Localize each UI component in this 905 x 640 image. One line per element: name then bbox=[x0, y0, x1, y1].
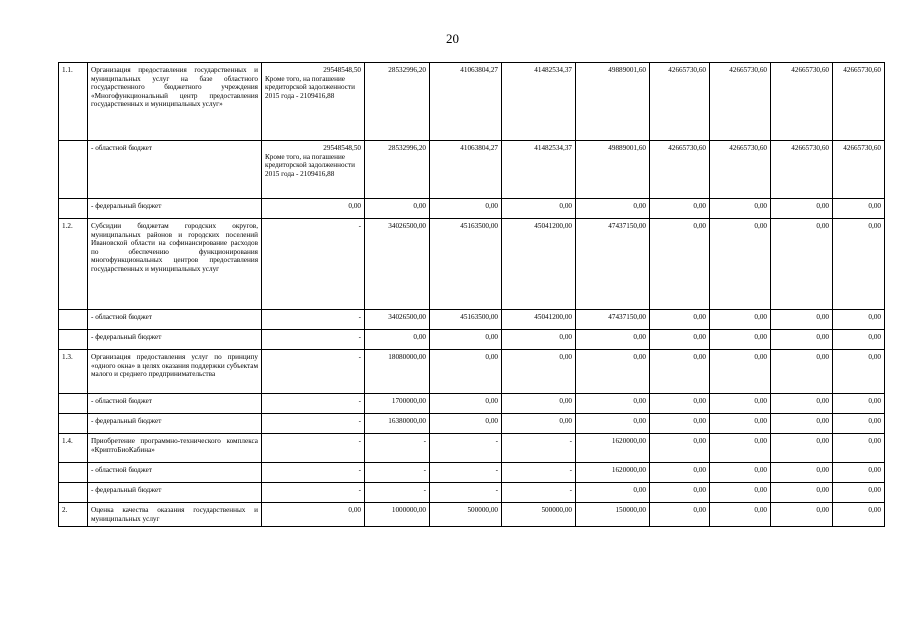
cell-value: 0,00 bbox=[833, 330, 885, 350]
row-index: 1.2. bbox=[59, 219, 88, 310]
table-row bbox=[59, 350, 885, 394]
cell-value: 45041200,00 bbox=[502, 310, 576, 330]
amount-value: - bbox=[358, 466, 361, 474]
row-index bbox=[59, 141, 88, 199]
cell-value: 47437150,00 bbox=[576, 219, 650, 310]
cell-value: 0,00 bbox=[430, 414, 502, 434]
cell-value: 0,00 bbox=[771, 219, 833, 310]
amount-value: - bbox=[358, 417, 361, 425]
cell-value: 0,00 bbox=[833, 199, 885, 219]
cell-value: 0,00 bbox=[833, 434, 885, 463]
table-row bbox=[59, 310, 885, 330]
cell-amount-with-note bbox=[262, 310, 365, 330]
row-index bbox=[59, 483, 88, 503]
cell-value: 0,00 bbox=[710, 394, 771, 414]
cell-value: 0,00 bbox=[430, 350, 502, 394]
amount-value: - bbox=[358, 437, 361, 445]
cell-value: 0,00 bbox=[576, 350, 650, 394]
cell-value: 0,00 bbox=[650, 310, 710, 330]
cell-value: 0,00 bbox=[771, 483, 833, 503]
cell-value: 0,00 bbox=[650, 483, 710, 503]
cell-amount-with-note bbox=[262, 199, 365, 219]
cell-value: 42665730,60 bbox=[710, 63, 771, 141]
cell-amount-with-note bbox=[262, 434, 365, 463]
cell-value: 0,00 bbox=[430, 330, 502, 350]
cell-value: 0,00 bbox=[576, 330, 650, 350]
cell-value: 1000000,00 bbox=[365, 503, 430, 527]
cell-value: 0,00 bbox=[771, 434, 833, 463]
cell-value: 0,00 bbox=[771, 330, 833, 350]
row-index: 1.3. bbox=[59, 350, 88, 394]
amount-value: - bbox=[358, 353, 361, 361]
cell-value: - bbox=[502, 434, 576, 463]
cell-value: 42665730,60 bbox=[833, 63, 885, 141]
row-index bbox=[59, 414, 88, 434]
row-name: - областной бюджет bbox=[88, 141, 262, 199]
cell-value: 42665730,60 bbox=[710, 141, 771, 199]
row-name: - областной бюджет bbox=[88, 310, 262, 330]
row-index bbox=[59, 463, 88, 483]
cell-value: 0,00 bbox=[430, 394, 502, 414]
page-number: 20 bbox=[446, 31, 459, 46]
cell-amount-with-note bbox=[262, 483, 365, 503]
row-name: Оценка качества оказания государственных и муниципальных услуг bbox=[88, 503, 262, 527]
amount-value: - bbox=[358, 486, 361, 494]
cell-value: 0,00 bbox=[710, 310, 771, 330]
row-index bbox=[59, 310, 88, 330]
amount-note: Кроме того, на погашение кредиторской задолженности 2015 года - 2109416,88 bbox=[265, 74, 355, 100]
cell-value: 42665730,60 bbox=[771, 63, 833, 141]
cell-value: 49889001,60 bbox=[576, 63, 650, 141]
table-row bbox=[59, 503, 885, 527]
row-index: 2. bbox=[59, 503, 88, 527]
cell-value: 0,00 bbox=[650, 199, 710, 219]
table-row bbox=[59, 434, 885, 463]
cell-amount-with-note bbox=[262, 63, 365, 141]
cell-value: 0,00 bbox=[650, 503, 710, 527]
cell-value: 0,00 bbox=[710, 503, 771, 527]
cell-value: 1700000,00 bbox=[365, 394, 430, 414]
cell-value: 0,00 bbox=[710, 483, 771, 503]
cell-value: 0,00 bbox=[502, 330, 576, 350]
cell-value: - bbox=[502, 463, 576, 483]
row-name: - федеральный бюджет bbox=[88, 330, 262, 350]
cell-value: 42665730,60 bbox=[833, 141, 885, 199]
cell-value: 0,00 bbox=[833, 350, 885, 394]
cell-value: 41063804,27 bbox=[430, 141, 502, 199]
amount-value: 29548548,50 bbox=[323, 144, 361, 152]
row-name: - федеральный бюджет bbox=[88, 414, 262, 434]
cell-value: - bbox=[430, 434, 502, 463]
amount-value: 0,00 bbox=[348, 202, 361, 210]
cell-value: 0,00 bbox=[430, 199, 502, 219]
cell-value: 18080000,00 bbox=[365, 350, 430, 394]
cell-value: 42665730,60 bbox=[650, 63, 710, 141]
cell-value: 41482534,37 bbox=[502, 141, 576, 199]
cell-amount-with-note bbox=[262, 350, 365, 394]
cell-value: - bbox=[502, 483, 576, 503]
cell-value: 0,00 bbox=[833, 483, 885, 503]
cell-value: 0,00 bbox=[771, 199, 833, 219]
cell-value: 500000,00 bbox=[502, 503, 576, 527]
table-row bbox=[59, 141, 885, 199]
cell-value: 0,00 bbox=[833, 463, 885, 483]
cell-value: - bbox=[430, 463, 502, 483]
cell-value: 42665730,60 bbox=[771, 141, 833, 199]
cell-value: 45163500,00 bbox=[430, 219, 502, 310]
cell-value: 1620000,00 bbox=[576, 463, 650, 483]
amount-value: - bbox=[358, 333, 361, 341]
cell-amount-with-note bbox=[262, 503, 365, 527]
table-row bbox=[59, 63, 885, 141]
row-index: 1.1. bbox=[59, 63, 88, 141]
cell-value: 41063804,27 bbox=[430, 63, 502, 141]
cell-amount-with-note bbox=[262, 414, 365, 434]
cell-value: - bbox=[365, 463, 430, 483]
table-row bbox=[59, 199, 885, 219]
amount-value: 0,00 bbox=[348, 506, 361, 514]
cell-value: 0,00 bbox=[833, 394, 885, 414]
row-name: - областной бюджет bbox=[88, 394, 262, 414]
cell-value: 0,00 bbox=[710, 219, 771, 310]
cell-value: 45041200,00 bbox=[502, 219, 576, 310]
amount-value: - bbox=[358, 397, 361, 405]
cell-value: 0,00 bbox=[502, 394, 576, 414]
cell-value: 0,00 bbox=[650, 414, 710, 434]
cell-value: 0,00 bbox=[833, 414, 885, 434]
table-row bbox=[59, 330, 885, 350]
cell-value: 1620000,00 bbox=[576, 434, 650, 463]
cell-value: 49889001,60 bbox=[576, 141, 650, 199]
cell-value: 0,00 bbox=[771, 503, 833, 527]
cell-value: 0,00 bbox=[576, 199, 650, 219]
row-index bbox=[59, 394, 88, 414]
cell-value: 0,00 bbox=[650, 394, 710, 414]
cell-value: 0,00 bbox=[576, 414, 650, 434]
table-row bbox=[59, 414, 885, 434]
cell-value: 0,00 bbox=[710, 463, 771, 483]
cell-amount-with-note bbox=[262, 141, 365, 199]
cell-value: - bbox=[365, 483, 430, 503]
row-name: Приобретение программно-технического комплекса «КриптоБиоКабина» bbox=[88, 434, 262, 463]
cell-value: 0,00 bbox=[710, 350, 771, 394]
cell-value: 0,00 bbox=[650, 463, 710, 483]
cell-value: 16380000,00 bbox=[365, 414, 430, 434]
cell-value: 28532996,20 bbox=[365, 63, 430, 141]
cell-value: 0,00 bbox=[771, 414, 833, 434]
cell-value: 45163500,00 bbox=[430, 310, 502, 330]
cell-value: 0,00 bbox=[771, 350, 833, 394]
cell-value: - bbox=[365, 434, 430, 463]
cell-value: 0,00 bbox=[833, 219, 885, 310]
amount-value: - bbox=[358, 222, 361, 230]
table-body bbox=[59, 63, 885, 527]
cell-value: 34026500,00 bbox=[365, 310, 430, 330]
cell-value: 0,00 bbox=[650, 350, 710, 394]
row-index bbox=[59, 330, 88, 350]
cell-value: 0,00 bbox=[710, 199, 771, 219]
cell-amount-with-note bbox=[262, 394, 365, 414]
cell-value: 0,00 bbox=[710, 434, 771, 463]
cell-value: 0,00 bbox=[771, 463, 833, 483]
row-name: - областной бюджет bbox=[88, 463, 262, 483]
row-name: Организация предоставления государственных и муниципальных услуг на базе областного государственного бюджетного учреждения «Многофункциональный центр предоставления государственных и муниципальных услуг» bbox=[88, 63, 262, 141]
cell-value: 0,00 bbox=[710, 414, 771, 434]
cell-amount-with-note bbox=[262, 463, 365, 483]
cell-value: 42665730,60 bbox=[650, 141, 710, 199]
cell-value: - bbox=[430, 483, 502, 503]
row-name: Организация предоставления услуг по принципу «одного окна» в целях оказания поддержки субъектам малого и среднего предпринимательства bbox=[88, 350, 262, 394]
cell-value: 0,00 bbox=[576, 394, 650, 414]
cell-value: 0,00 bbox=[502, 414, 576, 434]
row-name: - федеральный бюджет bbox=[88, 483, 262, 503]
cell-value: 0,00 bbox=[833, 310, 885, 330]
table-row bbox=[59, 483, 885, 503]
cell-value: 0,00 bbox=[710, 330, 771, 350]
table-row bbox=[59, 463, 885, 483]
cell-value: 47437150,00 bbox=[576, 310, 650, 330]
cell-value: 0,00 bbox=[502, 199, 576, 219]
budget-table bbox=[58, 62, 885, 527]
cell-amount-with-note bbox=[262, 330, 365, 350]
table-row bbox=[59, 394, 885, 414]
cell-value: 0,00 bbox=[365, 199, 430, 219]
amount-value: - bbox=[358, 313, 361, 321]
row-name: - федеральный бюджет bbox=[88, 199, 262, 219]
row-name: Субсидии бюджетам городских округов, муниципальных районов и городских поселений Ивановской области на софинансирование расходов по обеспечению функционирования многофункциональных центров предоставления государственных и муниципальных услуг bbox=[88, 219, 262, 310]
row-index: 1.4. bbox=[59, 434, 88, 463]
amount-value: 29548548,50 bbox=[323, 66, 361, 74]
cell-value: 150000,00 bbox=[576, 503, 650, 527]
cell-value: 0,00 bbox=[771, 394, 833, 414]
cell-value: 41482534,37 bbox=[502, 63, 576, 141]
cell-value: 0,00 bbox=[650, 330, 710, 350]
row-index bbox=[59, 199, 88, 219]
cell-value: 34026500,00 bbox=[365, 219, 430, 310]
cell-value: 0,00 bbox=[771, 310, 833, 330]
cell-value: 0,00 bbox=[502, 350, 576, 394]
cell-value: 0,00 bbox=[650, 219, 710, 310]
cell-value: 0,00 bbox=[833, 503, 885, 527]
table-row bbox=[59, 219, 885, 310]
cell-value: 0,00 bbox=[576, 483, 650, 503]
cell-value: 28532996,20 bbox=[365, 141, 430, 199]
cell-value: 0,00 bbox=[365, 330, 430, 350]
cell-value: 500000,00 bbox=[430, 503, 502, 527]
cell-value: 0,00 bbox=[650, 434, 710, 463]
amount-note: Кроме того, на погашение кредиторской задолженности 2015 года - 2109416,88 bbox=[265, 152, 355, 178]
cell-amount-with-note bbox=[262, 219, 365, 310]
